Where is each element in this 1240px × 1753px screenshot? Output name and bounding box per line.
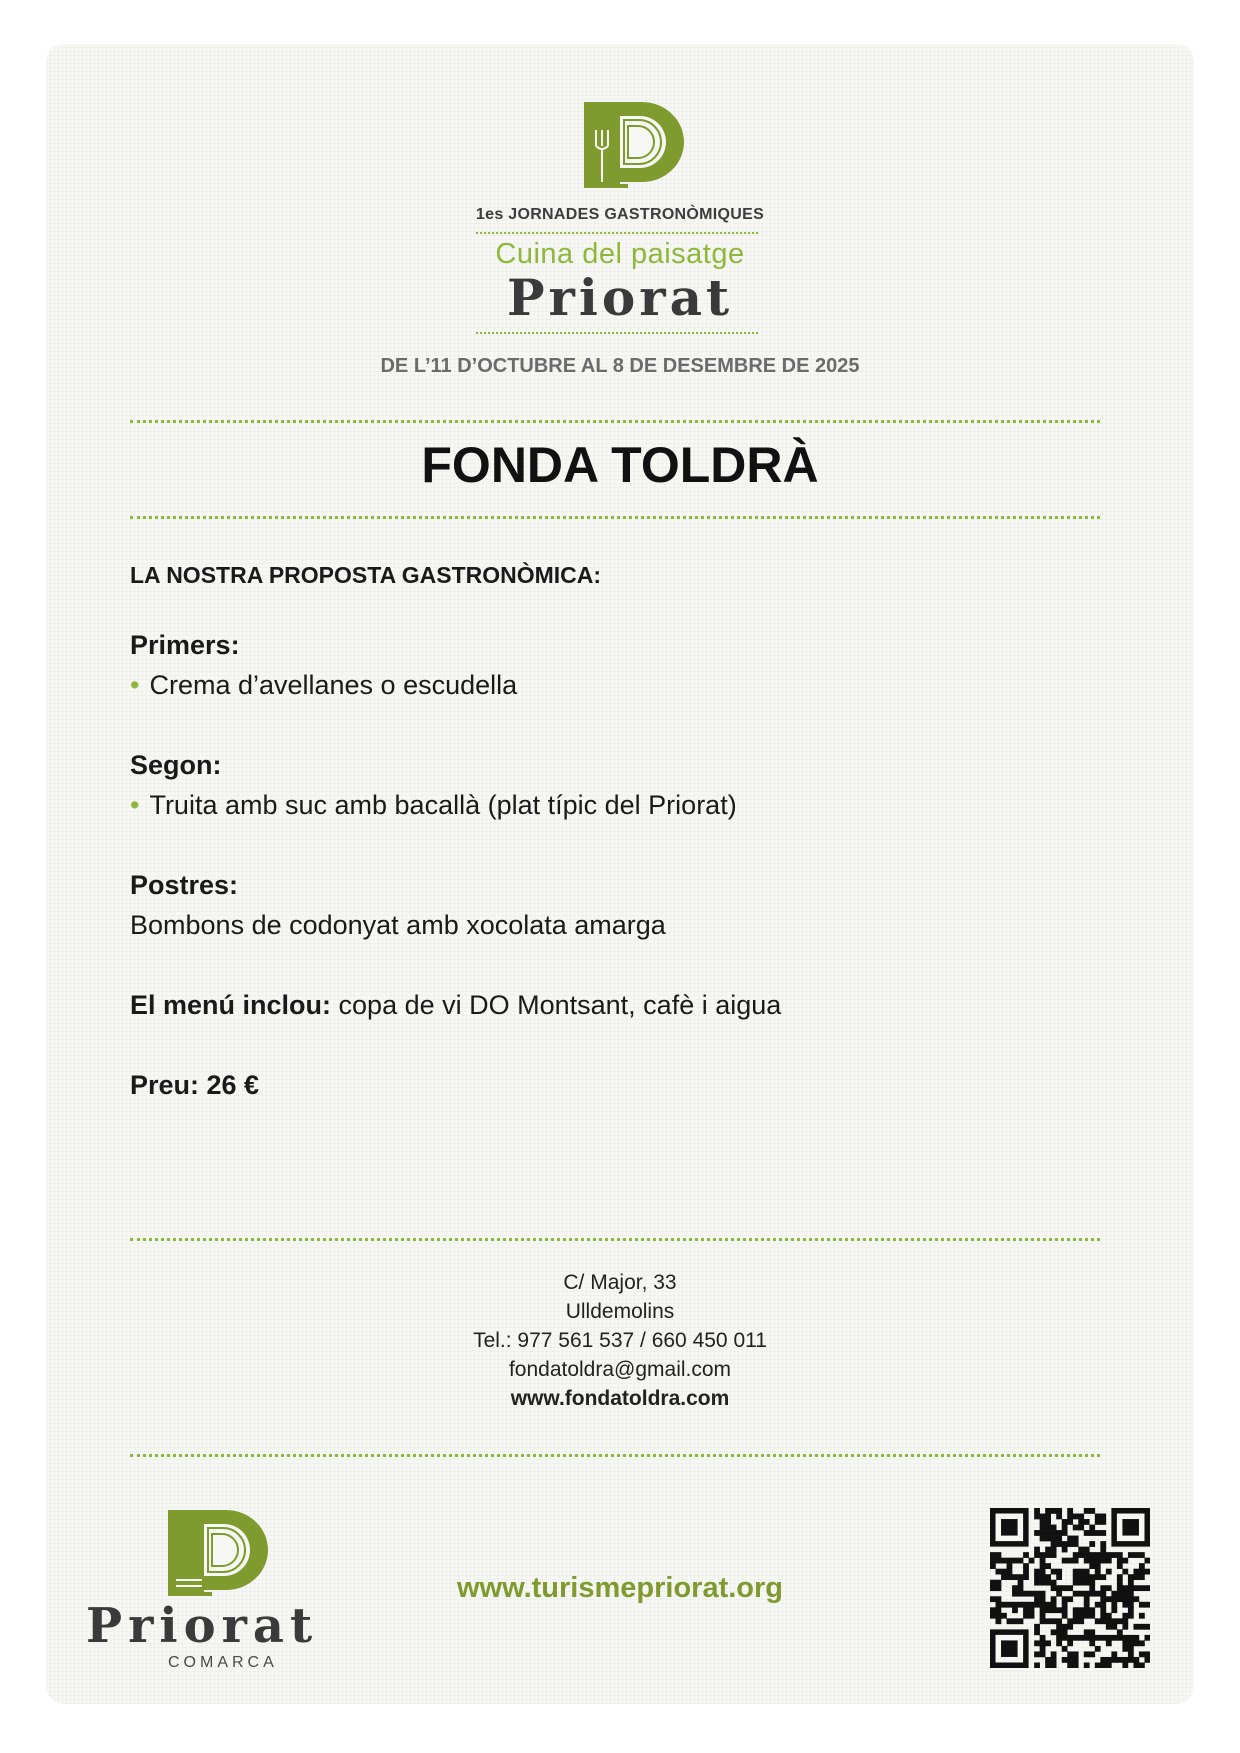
menu-item-primers <box>130 670 517 701</box>
section-title-segon: Segon: <box>130 750 222 780</box>
divider <box>130 1454 1100 1457</box>
menu-item-text: Crema d’avellanes o escudella <box>149 670 518 700</box>
event-brand: Priorat <box>506 268 734 327</box>
menu-price: Preu: 26 € <box>130 1070 260 1100</box>
menu-includes <box>130 990 781 1021</box>
priorat-p-logo-icon <box>584 102 688 190</box>
header-divider-bottom <box>476 332 758 334</box>
header-divider-top <box>476 232 758 234</box>
qr-code-icon[interactable] <box>990 1508 1150 1668</box>
contact-address: C/ Major, 33 <box>563 1271 677 1294</box>
footer-brand: Priorat <box>86 1598 319 1654</box>
menu-item-postres: Bombons de codonyat amb xocolata amarga <box>130 910 666 940</box>
contact-block <box>370 1268 870 1413</box>
contact-town: Ulldemolins <box>565 1300 675 1323</box>
divider <box>130 420 1100 423</box>
contact-email[interactable]: fondatoldra@gmail.com <box>508 1358 732 1381</box>
includes-label: El menú inclou: <box>130 990 332 1020</box>
restaurant-name: FONDA TOLDRÀ <box>421 437 819 493</box>
bullet-icon: • <box>130 790 140 820</box>
contact-website[interactable]: www.fondatoldra.com <box>510 1387 730 1410</box>
priorat-comarca-logo-icon <box>168 1510 272 1598</box>
divider <box>130 516 1100 519</box>
includes-text: copa de vi DO Montsant, cafè i aigua <box>338 990 782 1020</box>
bullet-icon: • <box>130 670 140 700</box>
divider <box>130 1238 1100 1241</box>
event-tagline: Cuina del paisatge <box>495 238 745 270</box>
menu-item-text: Truita amb suc amb bacallà (plat típic del Priorat) <box>149 790 737 820</box>
footer-comarca: COMARCA <box>168 1654 278 1671</box>
tourism-website-link[interactable]: www.turismepriorat.org <box>456 1572 784 1604</box>
event-subtitle: 1es JORNADES GASTRONÒMIQUES <box>475 206 765 223</box>
section-title-primers: Primers: <box>130 630 240 660</box>
menu-item-segon <box>130 790 737 821</box>
contact-phone: Tel.: 977 561 537 / 660 450 011 <box>473 1329 767 1352</box>
section-title-postres: Postres: <box>130 870 239 900</box>
event-dates: DE L’11 D’OCTUBRE AL 8 DE DESEMBRE DE 2025 <box>380 355 860 377</box>
menu-heading: LA NOSTRA PROPOSTA GASTRONÒMICA: <box>130 562 602 588</box>
